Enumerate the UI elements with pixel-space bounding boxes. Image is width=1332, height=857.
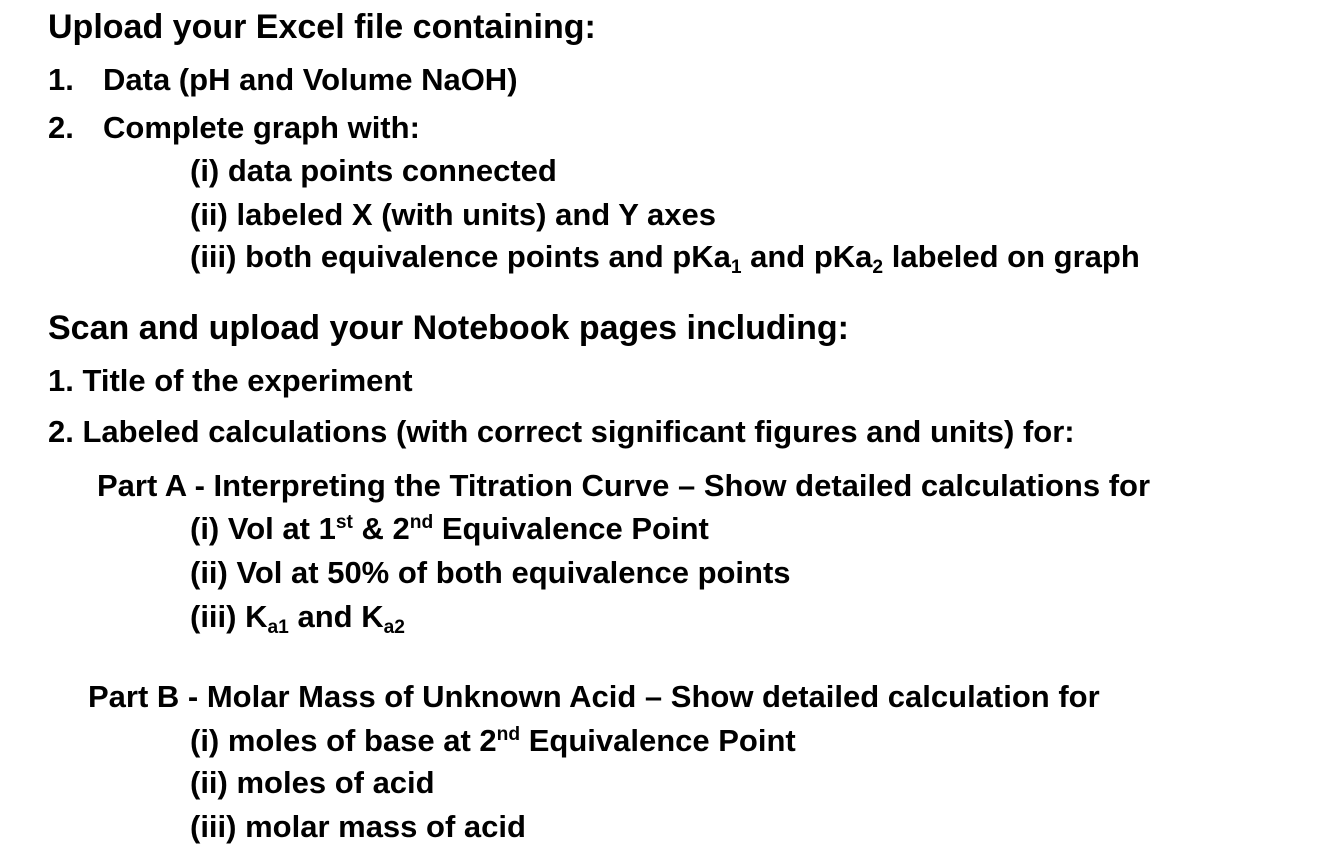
part-a-item-i-text-c: Equivalence Point <box>433 511 709 546</box>
notebook-item-2: 2. Labeled calculations (with correct significant figures and units) for: <box>48 414 1075 449</box>
part-b-item-i-text-a: (i) moles of base at 2 <box>190 723 497 758</box>
pka2-subscript: 2 <box>872 257 884 279</box>
notebook-item-1: 1. Title of the experiment <box>48 363 413 398</box>
part-b-item-ii: (ii) moles of acid <box>190 765 435 800</box>
part-a-item-ii: (ii) Vol at 50% of both equivalence points <box>190 555 791 590</box>
part-a-item-iii-text-a: (iii) K <box>190 599 268 634</box>
excel-item-2-number: 2. <box>48 110 74 145</box>
excel-item-1-number: 1. <box>48 62 74 97</box>
graph-req-iii-text-a: (iii) both equivalence points and pKa <box>190 239 731 274</box>
excel-item-2 <box>48 112 420 143</box>
part-b-item-i-text-b: Equivalence Point <box>520 723 796 758</box>
graph-req-ii: (ii) labeled X (with units) and Y axes <box>190 197 716 232</box>
part-b-item-i <box>190 725 796 756</box>
excel-upload-heading: Upload your Excel file containing: <box>48 8 596 46</box>
ka1-subscript: a1 <box>267 617 289 639</box>
graph-req-iii-text-c: labeled on graph <box>883 239 1140 274</box>
graph-req-iii <box>190 239 1140 279</box>
part-a-item-i-text-a: (i) Vol at 1 <box>190 511 336 546</box>
part-a-item-i <box>190 513 709 544</box>
part-a-item-iii <box>190 599 405 639</box>
first-superscript: st <box>335 512 353 534</box>
graph-req-i: (i) data points connected <box>190 153 557 188</box>
notebook-upload-heading: Scan and upload your Notebook pages including: <box>48 309 849 347</box>
excel-item-1 <box>48 64 518 95</box>
part-a-item-i-text-b: & 2 <box>352 511 410 546</box>
part-a-item-iii-text-b: and K <box>288 599 384 634</box>
graph-req-iii-text-b: and pKa <box>741 239 873 274</box>
second-superscript-b: nd <box>496 724 521 746</box>
part-b-title: Part B - Molar Mass of Unknown Acid – Show detailed calculation for <box>88 679 1100 714</box>
ka2-subscript: a2 <box>383 617 405 639</box>
excel-item-1-text: Data (pH and Volume NaOH) <box>103 62 518 97</box>
excel-item-2-text: Complete graph with: <box>103 110 420 145</box>
pka1-subscript: 1 <box>730 257 742 279</box>
part-a-title: Part A - Interpreting the Titration Curve – Show detailed calculations for <box>97 468 1151 503</box>
second-superscript: nd <box>409 512 434 534</box>
part-b-item-iii: (iii) molar mass of acid <box>190 809 526 844</box>
